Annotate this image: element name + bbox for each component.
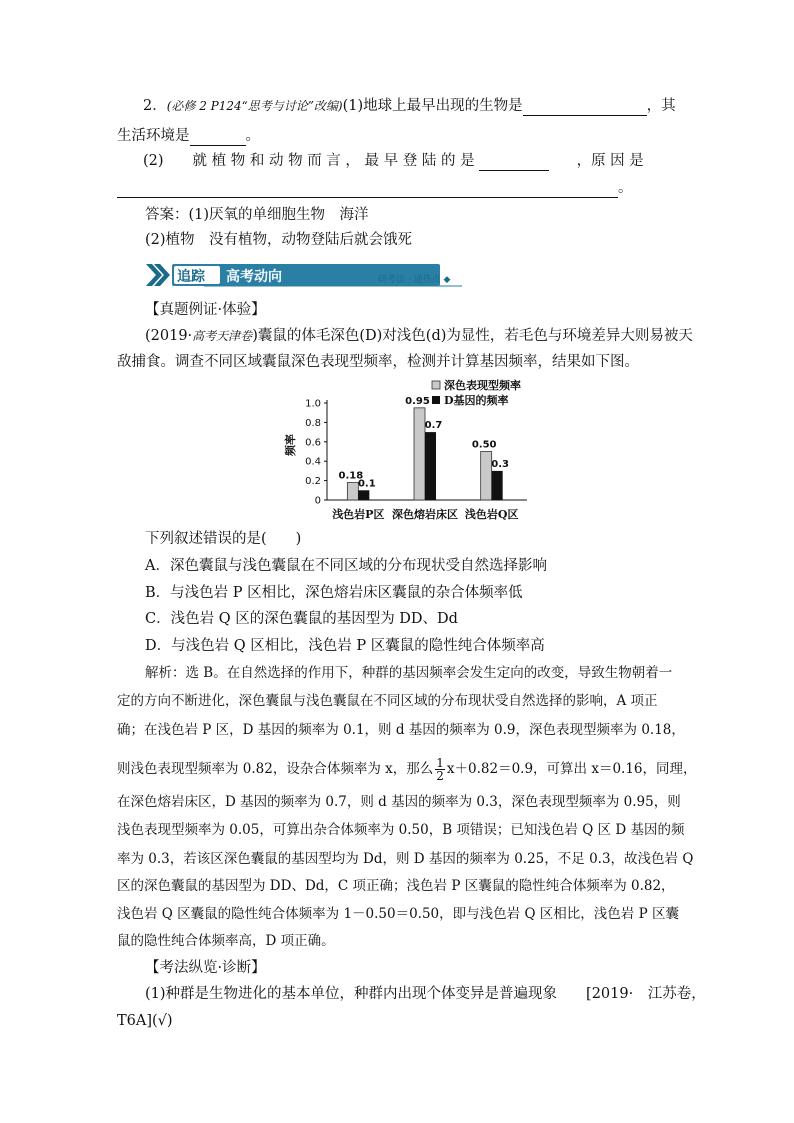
option-d[interactable]: D．与浅色岩 Q 区相比，浅色岩 P 区囊鼠的隐性纯合体频率高: [145, 638, 545, 654]
answer-line-2: (2)植物 没有植物，动物登陆后就会饿死: [145, 232, 413, 248]
category-label: 深色熔岩床区: [392, 508, 458, 521]
analysis-4a: 则浅色表现型频率为 0.82，设杂合体频率为 x，那么: [117, 761, 434, 777]
answer-line-1: 答案：(1)厌氧的单细胞生物 海洋: [145, 207, 369, 223]
fraction-numerator: 1: [436, 756, 444, 770]
stem-line-1: [145, 326, 693, 346]
banner-tag: 追踪: [177, 269, 205, 285]
question-text: 下列叙述错误的是( ): [145, 531, 302, 547]
bar-allele-d: [358, 490, 369, 500]
category-label: 浅色岩P区: [332, 508, 385, 521]
q2-text-7: 。: [618, 180, 633, 196]
analysis-line-10: 鼠的隐性纯合体频率高，D 项正确。: [117, 933, 335, 949]
y-tick-label: 1.0: [305, 398, 321, 410]
item-1-line-2: T6A](√): [117, 1013, 173, 1029]
q2-line1: [143, 96, 676, 116]
bar-phenotype: [414, 408, 425, 500]
stem-prefix: (2019·: [145, 328, 193, 344]
analysis-line-4: [117, 754, 697, 784]
y-tick-label: 0: [314, 495, 321, 507]
y-tick-label: 0.6: [305, 437, 321, 449]
bar-value-label: 0.1: [357, 478, 376, 490]
analysis-line-2: 定的方向不断进化，深色囊鼠与浅色囊鼠在不同区域的分布现状受自然选择的影响，A 项正: [117, 693, 658, 709]
y-tick-label: 0.8: [305, 417, 321, 429]
q2-line3: [143, 151, 644, 171]
y-tick-label: 0.4: [305, 456, 321, 468]
blank-earliest-organism[interactable]: [523, 99, 647, 116]
bar-chart: [282, 375, 540, 523]
bar-value-label: 0.18: [338, 470, 364, 482]
option-c[interactable]: C．浅色岩 Q 区的深色囊鼠的基因型为 DD、Dd: [145, 611, 458, 627]
blank-environment[interactable]: [190, 129, 246, 146]
stem-text-1: )囊鼠的体毛深色(D)对浅色(d)为显性，若毛色与环境差异大则易被天: [252, 328, 693, 344]
y-axis-label: 频率: [284, 434, 297, 456]
banner-subtitle: 研考法 · 通热点 ◆: [378, 275, 451, 285]
legend-label: D基因的频率: [444, 394, 509, 407]
q2-text-5: (2) 就 植 物 和 动 物 而 言 ， 最 早 登 陆 的 是: [143, 153, 475, 169]
stem-line-2: 敌捕食。调查不同区域囊鼠深色表现型频率，检测并计算基因频率，结果如下图。: [117, 354, 639, 370]
section-title-2: 【考法纵览·诊断】: [145, 960, 266, 976]
blank-reason[interactable]: [117, 181, 618, 198]
legend-swatch: [432, 396, 440, 404]
option-b[interactable]: B．与浅色岩 P 区相比，深色熔岩床区囊鼠的杂合体频率低: [145, 585, 523, 601]
analysis-line-6: 浅色表现型频率为 0.05，可算出杂合体频率为 0.50，B 项错误；已知浅色岩 Q 区 D 基因的频: [117, 822, 685, 838]
blank-first-landing[interactable]: [479, 154, 549, 171]
option-a[interactable]: A．深色囊鼠与浅色囊鼠在不同区域的分布现状受自然选择影响: [145, 558, 547, 574]
analysis-4b: x＋0.82＝0.9，可算出 x＝0.16，同理，: [446, 761, 697, 777]
analysis-line-7: 率为 0.3，若该区深色囊鼠的基因型均为 Dd，则 D 基因的频率为 0.25，不足 0.3，故浅色岩 Q: [117, 851, 694, 867]
bar-value-label: 0.7: [424, 420, 443, 432]
q2-text-2: ，其: [646, 98, 676, 114]
q2-text-1: (1)地球上最早出现的生物是: [342, 98, 523, 114]
category-label: 浅色岩Q区: [464, 508, 519, 521]
y-tick-label: 0.2: [305, 476, 321, 488]
banner-title: 高考动向: [226, 269, 282, 285]
bar-value-label: 0.50: [471, 439, 497, 451]
legend-label: 深色表现型频率: [444, 379, 521, 392]
bar-value-label: 0.3: [491, 458, 510, 470]
stem-source: 高考天津卷: [192, 329, 253, 343]
fraction-one-half: [435, 757, 445, 782]
q2-line2: [117, 126, 260, 146]
analysis-line-1: 解析：选 B。在自然选择的作用下，种群的基因频率会发生定向的改变，导致生物朝着一: [145, 665, 673, 681]
q2-number: 2．: [143, 98, 167, 114]
bar-value-label: 0.95: [405, 395, 430, 407]
bar-phenotype: [347, 483, 358, 500]
analysis-line-9: 浅色岩 Q 区囊鼠的隐性纯合体频率为 1－0.50＝0.50，即与浅色岩 Q 区相比，浅色岩 P 区囊: [117, 906, 679, 922]
bar-phenotype: [481, 452, 492, 501]
q2-text-4: 。: [245, 128, 260, 144]
section-title-1: 【真题例证·体验】: [145, 302, 266, 318]
analysis-line-5: 在深色熔岩床区，D 基因的频率为 0.7，则 d 基因的频率为 0.3，深色表现型频率为 0.95，则: [117, 794, 681, 810]
legend-swatch: [432, 381, 440, 389]
q2-text-3: 生活环境是: [117, 128, 190, 144]
q2-line4: [117, 178, 633, 198]
q2-text-6: ，原 因 是: [576, 153, 644, 169]
fraction-denominator: 2: [436, 769, 444, 783]
analysis-line-8: 区的深色囊鼠的基因型为 DD、Dd，C 项正确；浅色岩 P 区囊鼠的隐性纯合体频率为 0.82，: [117, 878, 675, 894]
q2-source: (必修 2 P124“思考与讨论”改编): [166, 99, 343, 113]
bar-allele-d: [425, 432, 436, 500]
bar-allele-d: [492, 471, 503, 500]
analysis-line-3: 确；在浅色岩 P 区，D 基因的频率为 0.1，则 d 基因的频率为 0.9，深色表现型频率为 0.18，: [117, 722, 685, 738]
item-1-line-1: (1)种群是生物进化的基本单位，种群内出现个体变异是普遍现象 [2019· 江苏卷，: [145, 986, 706, 1002]
